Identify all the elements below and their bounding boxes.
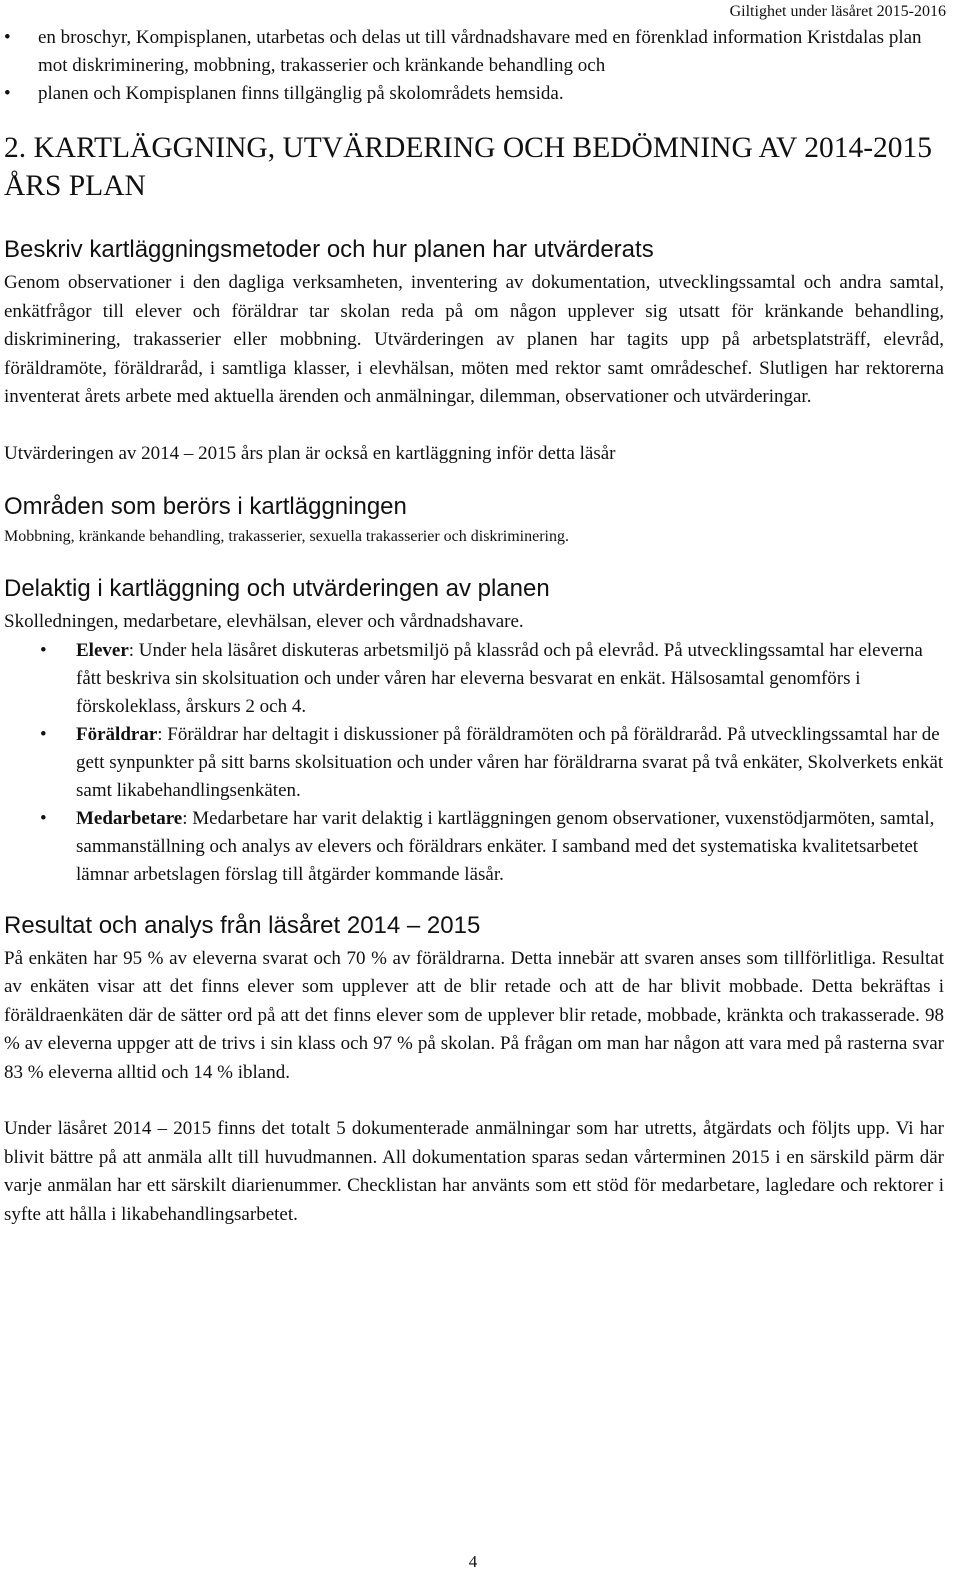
participants-intro: Skolledningen, medarbetare, elevhälsan, elever och vårdnadshavare.	[4, 611, 524, 632]
page-number: 4	[468, 1552, 478, 1571]
list-item-text: en broschyr, Kompisplanen, utarbetas och delas ut till vårdnadshavare med en förenklad information Kristdalas plan mot diskriminering, mobbning, trakasserier och kränkande behandling och	[38, 27, 922, 76]
participant-label: Elever	[76, 639, 129, 661]
list-item	[4, 805, 944, 889]
results-paragraph-2: Under läsåret 2014 – 2015 finns det totalt 5 dokumenterade anmälningar som har utretts, åtgärdats och följts upp. Vi har blivit bättre på att anmäla allt till huvudmannen. All dokumentation sparas sedan vårterminen 2015 i en särskild pärm där varje anmälan har ett särskilt diarienummer. Checklistan har använts som ett stöd för medarbetare, lagledare och rektorer i syfte att hålla i likabehandlingsarbetet.	[4, 1118, 944, 1225]
list-item	[4, 24, 944, 80]
list-item	[4, 637, 944, 721]
participant-text: : Medarbetare har varit delaktig i kartläggningen genom observationer, vuxenstödjarmöten, samtal, sammanställning och analys av elevers och föräldrars enkäter. I samband med det systematiska kvalitetsarbetet lämnar arbetslagen förslag till åtgärder kommande läsår.	[76, 807, 935, 885]
bullet-icon: •	[40, 723, 47, 745]
areas-text: Mobbning, kränkande behandling, trakasserier, sexuella trakasserier och diskriminering.	[4, 528, 569, 545]
participant-label: Medarbetare	[76, 807, 183, 829]
results-heading: Resultat och analys från läsåret 2014 – 2015	[4, 911, 481, 939]
describe-heading: Beskriv kartläggningsmetoder och hur planen har utvärderats	[4, 236, 654, 263]
bullet-icon: •	[4, 83, 11, 104]
list-item-text: planen och Kompisplanen finns tillgänglig på skolområdets hemsida.	[38, 83, 564, 104]
results-paragraph-1: På enkäten har 95 % av eleverna svarat och 70 % av föräldrarna. Detta innebär att svaren anses som tillförlitliga. Resultat av enkäten visar att det finns elever som upplever att de blir retade och att de har blivit mobbade. Detta bekräftas i föräldraenkäten där de sätter ord på att det finns elever som de upplever blir retade, mobbade, kränkta och trakasserade. 98 % av eleverna uppger att de trivs i sin klass och 97 % på skolan. På frågan om man har någon att vara med på rasterna svar 83 % eleverna alltid och 14 % ibland.	[4, 947, 944, 1083]
evaluation-note: Utvärderingen av 2014 – 2015 års plan är också en kartläggning inför detta läsår	[4, 442, 616, 464]
areas-heading: Områden som berörs i kartläggningen	[4, 493, 407, 520]
list-item	[4, 80, 944, 108]
participant-label: Föräldrar	[76, 723, 158, 745]
bullet-icon: •	[40, 807, 47, 829]
validity-header: Giltighet under läsåret 2015-2016	[729, 3, 946, 20]
participants-heading: Delaktig i kartläggning och utvärderingen av planen	[4, 575, 550, 602]
participant-text: : Föräldrar har deltagit i diskussioner på föräldramöten och på föräldraråd. På utvecklingssamtal har de gett synpunkter på sitt barns skolsituation och under våren har föräldrarna svarat på två enkäter, Skolverkets enkät samt likabehandlingsenkäten.	[76, 723, 944, 801]
bullet-icon: •	[4, 27, 11, 48]
describe-paragraph: Genom observationer i den dagliga verksamheten, inventering av dokumentation, utvecklingssamtal och andra samtal, enkätfrågor till elever och föräldrar tar skolan reda på om någon upplever sig utsatt för kränkande behandling, diskriminering, trakasserier eller mobbning. Utvärderingen av planen har tagits upp på arbetsplatsträff, elevråd, föräldramöte, föräldraråd, i samtliga klasser, i elevhälsan, möten med rektor samt områdeschef. Slutligen har rektorerna inventerat årets arbete med aktuella ärenden och anmälningar, dilemman, observationer och utvärderingar.	[4, 272, 944, 407]
list-item	[4, 721, 944, 805]
bullet-icon: •	[40, 639, 47, 661]
intro-bullet-list	[4, 24, 944, 108]
participants-list	[4, 637, 944, 889]
page-content	[4, 24, 944, 1229]
participant-text: : Under hela läsåret diskuteras arbetsmiljö på klassråd och på elevråd. På utvecklingssamtal har eleverna fått beskriva sin skolsituation och under våren har eleverna besvarat en enkät. Hälsosamtal genomförs i förskoleklass, årskurs 2 och 4.	[76, 639, 923, 717]
section-title: 2. KARTLÄGGNING, UTVÄRDERING OCH BEDÖMNING AV 2014-2015 ÅRS PLAN	[4, 132, 933, 202]
